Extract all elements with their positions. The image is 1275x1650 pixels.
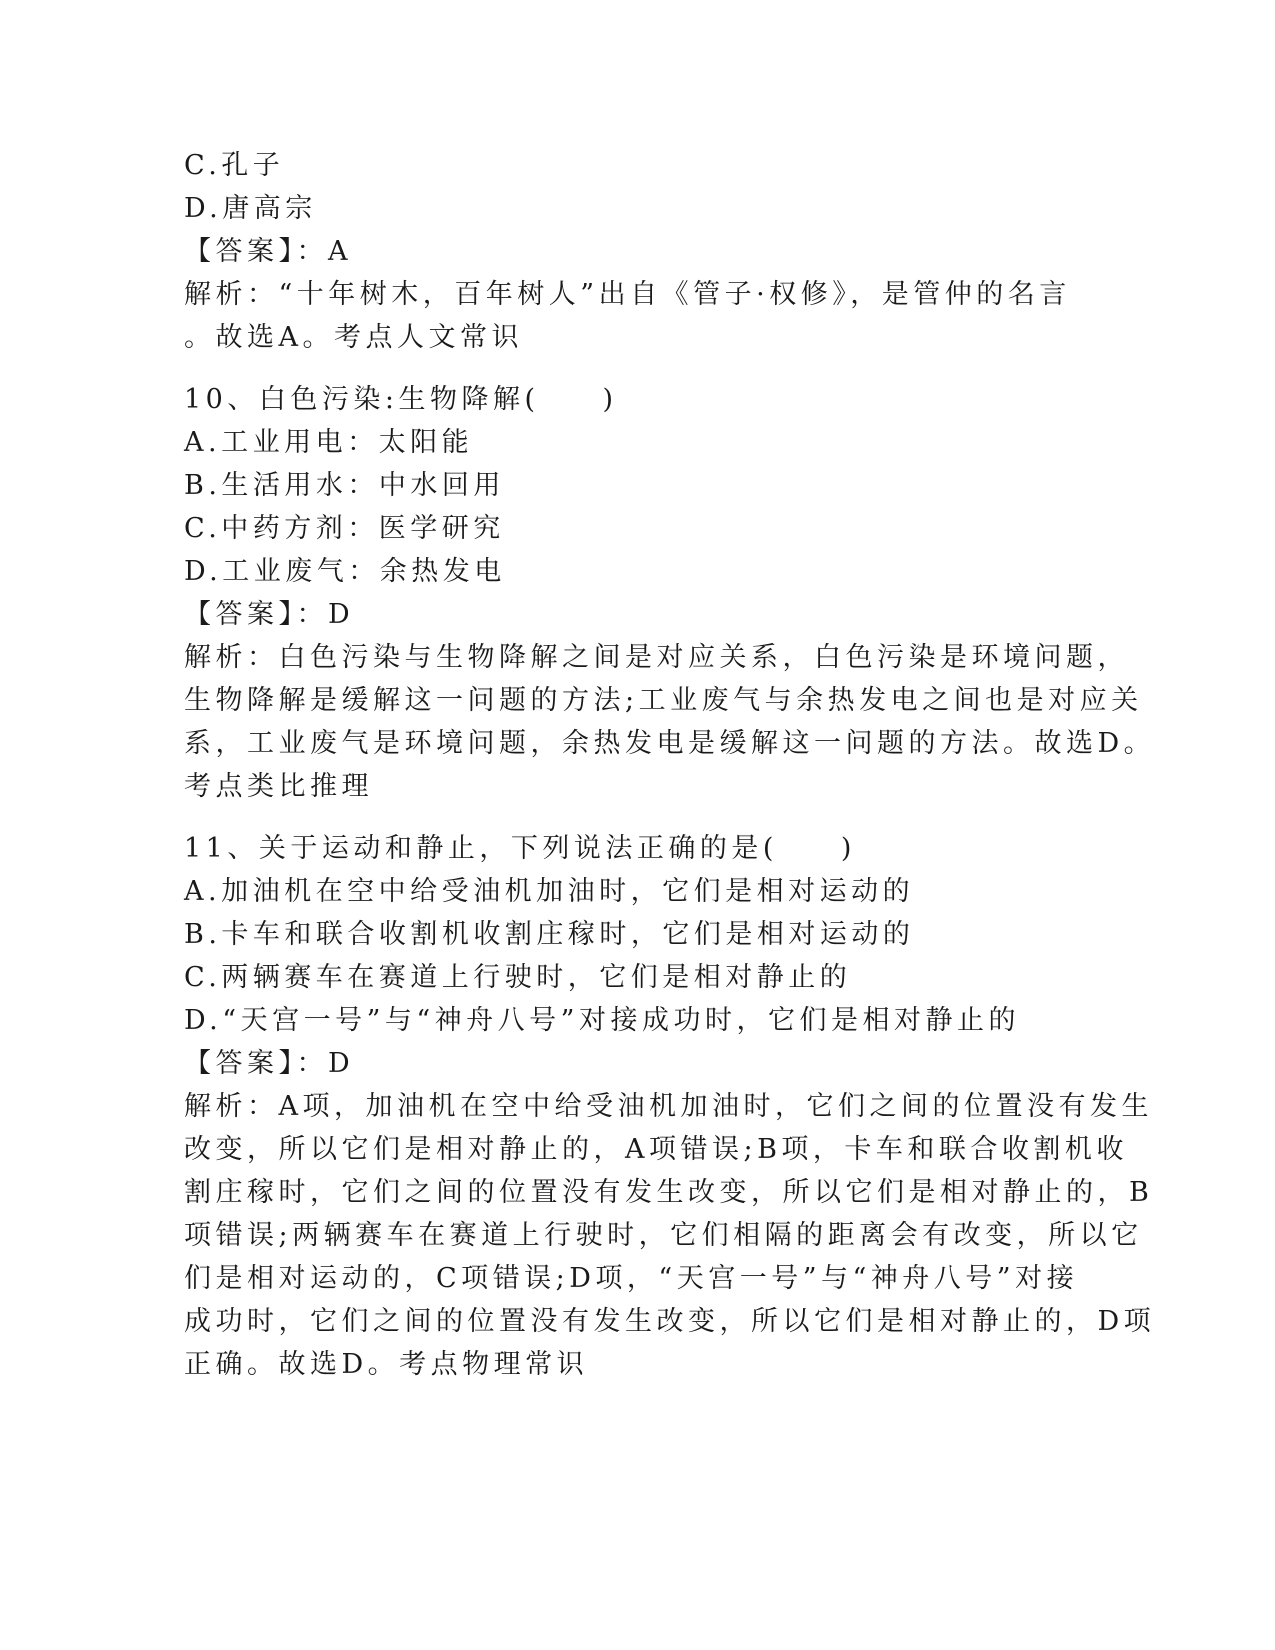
option-d: D.工业废气：余热发电 bbox=[184, 556, 506, 587]
analysis-line: 改变，所以它们是相对静止的，A项错误;B项，卡车和联合收割机收 bbox=[184, 1134, 1128, 1165]
option-d: D.“天宫一号”与“神舟八号”对接成功时，它们是相对静止的 bbox=[184, 1005, 1020, 1036]
analysis-line: 。故选A。考点人文常识 bbox=[184, 322, 523, 353]
answer-line: 【答案】：A bbox=[184, 236, 352, 267]
option-b: B.生活用水：中水回用 bbox=[184, 470, 505, 501]
option-a: A.加油机在空中给受油机加油时，它们是相对运动的 bbox=[184, 876, 915, 907]
option-c: C.孔子 bbox=[184, 150, 285, 181]
document-page bbox=[184, 144, 1156, 1386]
analysis-line: 正确。故选D。考点物理常识 bbox=[184, 1349, 589, 1380]
analysis-line: 解析：A项，加油机在空中给受油机加油时，它们之间的位置没有发生 bbox=[184, 1091, 1153, 1122]
analysis-line: 解析：白色污染与生物降解之间是对应关系，白色污染是环境问题， bbox=[184, 642, 1129, 673]
option-d: D.唐高宗 bbox=[184, 193, 317, 224]
analysis-line: 考点类比推理 bbox=[184, 771, 373, 802]
option-c: C.中药方剂：医学研究 bbox=[184, 513, 505, 544]
question-stem: 11、关于运动和静止，下列说法正确的是( ) bbox=[184, 833, 856, 864]
analysis-line: 们是相对运动的，C项错误;D项，“天宫一号”与“神舟八号”对接 bbox=[184, 1263, 1079, 1294]
question-11-block bbox=[184, 827, 1156, 1386]
analysis-line: 项错误;两辆赛车在赛道上行驶时，它们相隔的距离会有改变，所以它 bbox=[184, 1220, 1143, 1251]
analysis-line: 割庄稼时，它们之间的位置没有发生改变，所以它们是相对静止的，B bbox=[184, 1177, 1154, 1208]
prev-question-block bbox=[184, 144, 1084, 359]
answer-line: 【答案】：D bbox=[184, 599, 355, 630]
analysis-line: 系，工业废气是环境问题，余热发电是缓解这一问题的方法。故选D。 bbox=[184, 728, 1156, 759]
option-b: B.卡车和联合收割机收割庄稼时，它们是相对运动的 bbox=[184, 919, 915, 950]
question-10-block bbox=[184, 378, 1156, 808]
analysis-line: 生物降解是缓解这一问题的方法;工业废气与余热发电之间也是对应关 bbox=[184, 685, 1143, 716]
answer-line: 【答案】：D bbox=[184, 1048, 355, 1079]
analysis-line: 成功时，它们之间的位置没有发生改变，所以它们是相对静止的，D项 bbox=[184, 1306, 1156, 1337]
option-a: A.工业用电：太阳能 bbox=[184, 427, 474, 458]
analysis-line: 解析：“十年树木，百年树人”出自《管子·权修》，是管仲的名言 bbox=[184, 279, 1071, 310]
option-c: C.两辆赛车在赛道上行驶时，它们是相对静止的 bbox=[184, 962, 852, 993]
question-stem: 10、白色污染:生物降解( ) bbox=[184, 384, 618, 415]
